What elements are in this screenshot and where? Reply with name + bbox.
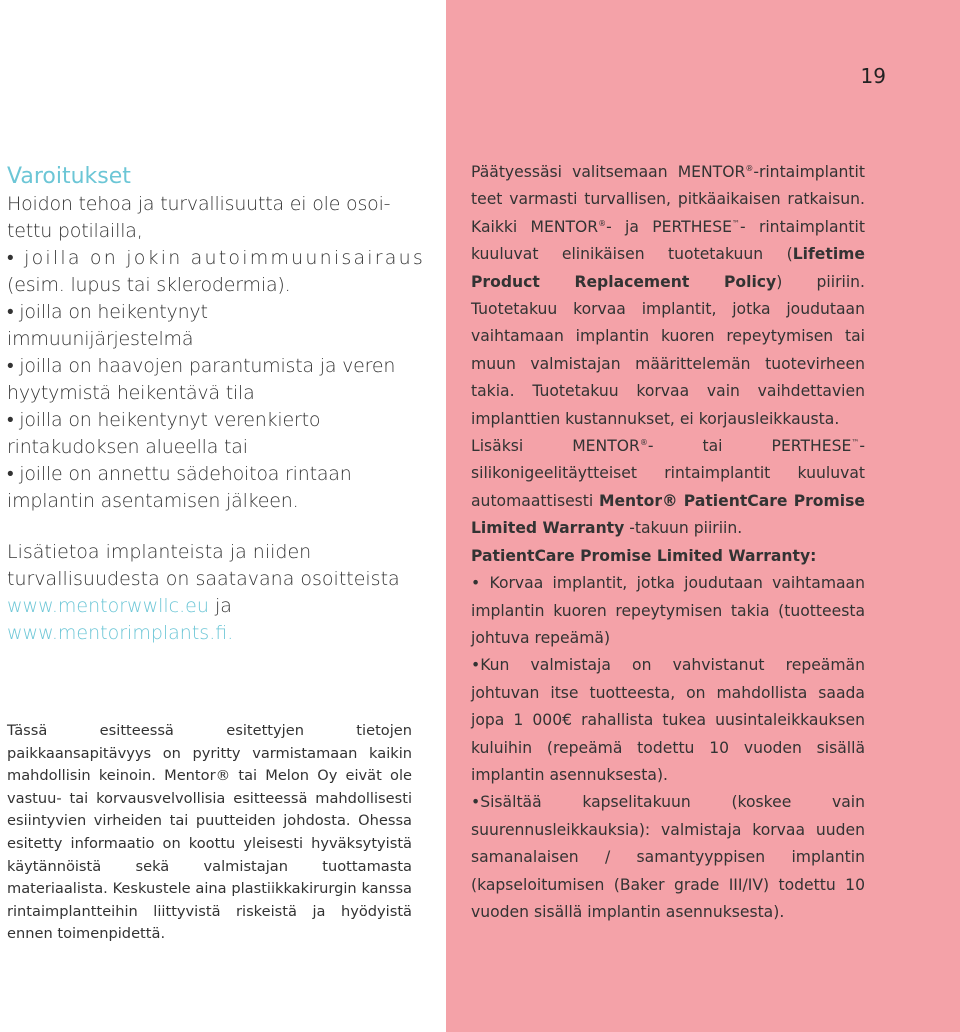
list-item: • Korvaa implantit, jotka joudutaan vaihtamaan implantin kuoren repeytymisen takia (tuotteesta johtuva repeämä)	[471, 574, 865, 647]
registered-mark: ®	[598, 218, 607, 228]
link-mentorwwllc[interactable]: www.mentorwwllc.eu	[7, 595, 209, 617]
info-paragraph	[7, 539, 422, 647]
list-item: •Sisältää kapselitakuun (koskee vain suurennusleikkauksia): valmistaja korvaa uuden samanalaisen / samantyyppisen implantin (kapseloitumisen (Baker grade III/IV) todettu 10 vuoden sisällä implantin asennuksesta).	[471, 793, 865, 921]
additional-paragraph	[471, 433, 865, 543]
text-span: - tai PERTHESE	[647, 437, 852, 456]
warning-line: Hoidon tehoa ja turvallisuutta ei ole osoi-	[7, 193, 391, 215]
warning-line: hyytymistä heikentävä tila	[7, 382, 255, 404]
warning-line: • joilla on jokin autoimmuunisairaus	[7, 247, 425, 269]
warning-line: implantin asentamisen jälkeen.	[7, 490, 299, 512]
intro-paragraph	[471, 159, 865, 433]
warranty-section	[471, 159, 865, 926]
page-number: 19	[860, 64, 886, 88]
text-span: ) piiriin. Tuotetakuu korvaa implantit, jotka joudutaan vaihtamaan implantin kuoren repeytymisen tai muun valmistajan määrittelemän tuotevirheen takia. Tuotetakuu korvaa vain vaihdettavien implanttien kustannukset, ei korjausleikkausta.	[471, 272, 865, 428]
link-join-text: ja	[214, 595, 232, 617]
trademark-mark: ™	[851, 437, 860, 447]
text-span: -takuun piiriin.	[629, 519, 743, 538]
text-span: Päätyessäsi valitsemaan MENTOR	[471, 163, 746, 181]
warning-line: • joilla on haavojen parantumista ja veren	[7, 355, 396, 377]
text-span: - silikonigeelitäytteiset rintaimplantit kuuluvat automaattisesti	[471, 437, 866, 510]
text-span: Lisäksi MENTOR	[471, 437, 640, 456]
text-span: - ja PERTHESE	[606, 217, 733, 236]
warnings-heading: Varoitukset	[7, 164, 131, 189]
list-item: •Kun valmistaja on vahvistanut repeämän johtuvan itse tuotteesta, on mahdollista saada jopa 1 000€ rahallista tukea uusintaleikkauksen kuluihin (repeämä todettu 10 vuoden sisällä implantin asennuksesta).	[471, 656, 865, 784]
info-text: Lisätietoa implanteista ja niiden turvallisuudesta on saatavana osoitteista	[7, 541, 400, 590]
warranty-heading	[471, 543, 865, 570]
policy-name: Lifetime Product Replacement Policy	[471, 245, 865, 291]
warning-line: • joilla on heikentynyt verenkierto	[7, 409, 321, 431]
warning-line: • joilla on heikentynyt	[7, 301, 208, 323]
registered-mark: ®	[745, 163, 754, 173]
registered-mark: ®	[639, 437, 648, 447]
warning-line: immuunijärjestelmä	[7, 328, 194, 350]
link-mentorimplants[interactable]: www.mentorimplants.fi.	[7, 622, 234, 644]
warning-line: (esim. lupus tai sklerodermia).	[7, 274, 291, 296]
warnings-section	[7, 163, 425, 647]
warning-line: tettu potilailla,	[7, 220, 143, 242]
warranty-heading-text: PatientCare Promise Limited Warranty:	[471, 546, 817, 565]
trademark-mark: ™	[732, 218, 741, 228]
text-span: - rintaimplantit kuuluvat elinikäisen tuotetakuun (	[471, 217, 865, 264]
warranty-name: Mentor® PatientCare Promise Limited Warranty	[471, 491, 865, 538]
warranty-bullets	[471, 570, 865, 926]
warning-line: rintakudoksen alueella tai	[7, 436, 248, 458]
text-span: -rintaimplantit teet varmasti turvallisen, pitkäaikaisen ratkaisun. Kaikki MENTOR	[471, 163, 865, 236]
disclaimer-text: Tässä esitteessä esitettyjen tietojen paikkaansapitävyys on pyritty varmistamaan kaikin mahdollisin keinoin. Mentor® tai Melon Oy eivät ole vastuu- tai korvausvelvollisia esitteessä mahdollisesti esiintyvien virheiden tai puutteiden johdosta. Ohessa esitetty informaatio on koottu yleisesti hyväksytyistä käytännöistä sekä valmistajan tuottamasta materiaalista. Keskustele aina plastiikkakirurgin kanssa rintaimplantteihin liittyvistä riskeistä ja hyödyistä ennen toimenpidettä.	[7, 722, 412, 943]
warning-line: • joille on annettu sädehoitoa rintaan	[7, 463, 352, 485]
